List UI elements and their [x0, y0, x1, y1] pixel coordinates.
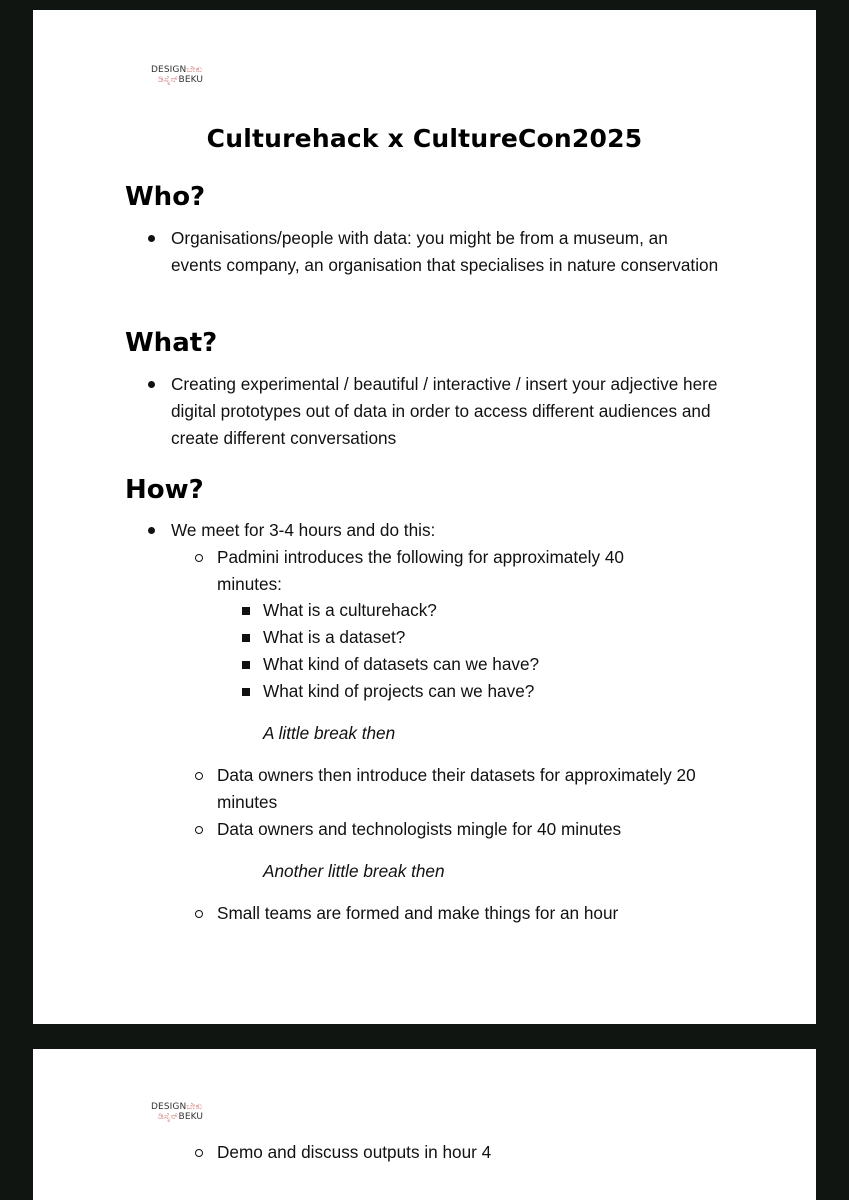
break-note: A little break then — [263, 723, 396, 743]
bullet-circle-icon — [195, 910, 203, 918]
bullet-square-icon — [242, 661, 250, 669]
bullet-square-icon — [242, 688, 250, 696]
heading-how: How? — [125, 475, 204, 505]
how-sub-5: Demo and discuss outputs in hour 4 — [217, 1142, 492, 1162]
bullet-circle-icon — [195, 554, 203, 562]
break-note: Another little break then — [263, 861, 445, 881]
who-bullet-text: Organisations/people with data: you might be from a museum, an events company, an organisation that specialises in nature conservation — [171, 228, 719, 275]
document-title: Culturehack x CultureCon2025 — [206, 124, 643, 153]
what-bullet-text: Creating experimental / beautiful / interactive / insert your adjective here digital prototypes out of data in order to access different audiences and create different conversations — [171, 374, 718, 448]
how-sub-1: Padmini introduces the following for approximately 40 minutes: — [217, 547, 624, 594]
how-sub-3: Data owners and technologists mingle for 40 minutes — [217, 819, 622, 839]
how-bullet-text: We meet for 3-4 hours and do this: — [171, 520, 436, 540]
how-sub-1-item: What kind of datasets can we have? — [263, 654, 540, 674]
heading-what: What? — [125, 328, 218, 358]
how-sub-4: Small teams are formed and make things for an hour — [217, 903, 619, 923]
document-page-2 — [33, 1049, 816, 1200]
bullet-circle-icon — [195, 826, 203, 834]
bullet-dot-icon — [148, 527, 155, 534]
bullet-dot-icon — [148, 235, 155, 242]
how-sub-2: Data owners then introduce their datasets for approximately 20 minutes — [217, 765, 696, 812]
design-beku-logo: DESIGNಬೇಕು ಡಿಸೈನ್BEKU — [151, 1102, 204, 1122]
how-sub-1-item: What kind of projects can we have? — [263, 681, 535, 701]
bullet-square-icon — [242, 607, 250, 615]
bullet-square-icon — [242, 634, 250, 642]
bullet-dot-icon — [148, 381, 155, 388]
bullet-circle-icon — [195, 772, 203, 780]
heading-who: Who? — [125, 182, 206, 212]
document-page-1 — [33, 10, 816, 1024]
how-sub-1-item: What is a dataset? — [263, 627, 406, 647]
design-beku-logo: DESIGNಬೇಕು ಡಿಸೈನ್BEKU — [151, 65, 204, 85]
bullet-circle-icon — [195, 1149, 203, 1157]
how-sub-1-item: What is a culturehack? — [263, 600, 437, 620]
